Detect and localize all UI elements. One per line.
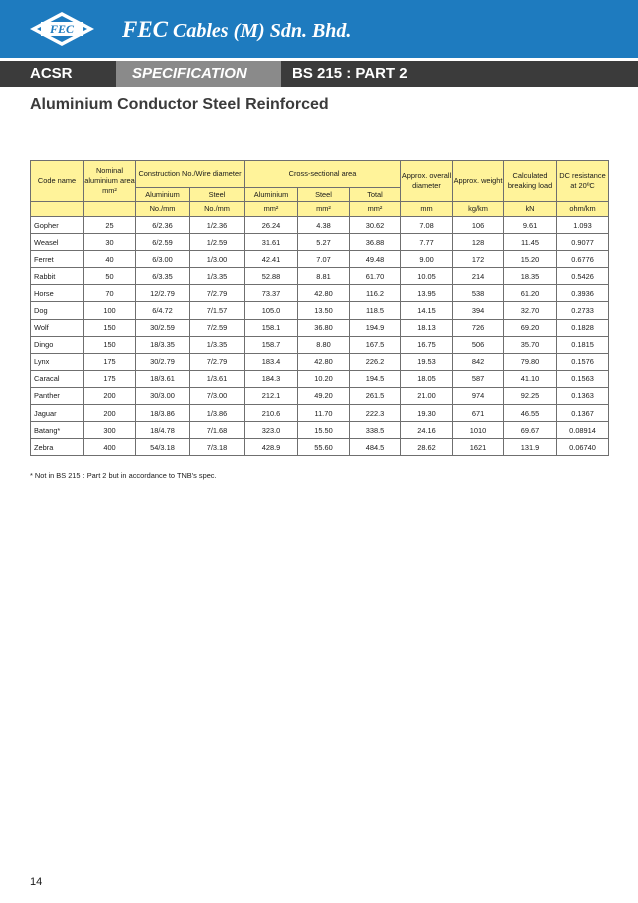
subheader-area-total: Total xyxy=(350,188,401,202)
table-cell: 15.20 xyxy=(504,251,557,268)
page-number: 14 xyxy=(30,876,43,888)
table-cell: 1/3.00 xyxy=(190,251,245,268)
table-cell: 49.48 xyxy=(350,251,401,268)
company-name xyxy=(122,17,351,43)
table-cell: 61.70 xyxy=(350,268,401,285)
table-cell: 116.2 xyxy=(350,285,401,302)
table-cell: 7/2.79 xyxy=(190,285,245,302)
table-cell: 1010 xyxy=(453,422,504,439)
table-cell: 11.45 xyxy=(504,234,557,251)
table-cell: 15.50 xyxy=(298,422,350,439)
product-label: ACSR xyxy=(30,65,73,82)
units-spacer xyxy=(31,202,84,217)
table-cell: 52.88 xyxy=(245,268,298,285)
table-cell: 6/4.72 xyxy=(136,302,190,319)
table-cell: 1/2.59 xyxy=(190,234,245,251)
table-cell: 1/2.36 xyxy=(190,217,245,234)
table-cell: 70 xyxy=(84,285,136,302)
table-cell: 4.38 xyxy=(298,217,350,234)
table-cell: 671 xyxy=(453,405,504,422)
table-cell: 36.88 xyxy=(350,234,401,251)
table-cell: 150 xyxy=(84,336,136,353)
table-cell: 42.80 xyxy=(298,285,350,302)
page-title: Aluminium Conductor Steel Reinforced xyxy=(30,96,329,113)
table-cell: 200 xyxy=(84,387,136,404)
table-cell: 400 xyxy=(84,439,136,456)
table-row xyxy=(31,251,609,268)
table-cell: 172 xyxy=(453,251,504,268)
footnote: * Not in BS 215 : Part 2 but in accordance to TNB's spec. xyxy=(30,471,217,480)
code-name-cell: Caracal xyxy=(31,370,84,387)
table-cell: 1/3.35 xyxy=(190,336,245,353)
table-row xyxy=(31,217,609,234)
table-cell: 428.9 xyxy=(245,439,298,456)
table-cell: 150 xyxy=(84,319,136,336)
table-cell: 200 xyxy=(84,405,136,422)
table-cell: 36.80 xyxy=(298,319,350,336)
table-cell: 184.3 xyxy=(245,370,298,387)
table-cell: 100 xyxy=(84,302,136,319)
table-cell: 974 xyxy=(453,387,504,404)
table-cell: 18.05 xyxy=(401,370,453,387)
table-cell: 842 xyxy=(453,353,504,370)
table-cell: 30 xyxy=(84,234,136,251)
table-cell: 42.80 xyxy=(298,353,350,370)
table-cell: 128 xyxy=(453,234,504,251)
table-row xyxy=(31,285,609,302)
table-cell: 30/3.00 xyxy=(136,387,190,404)
subheader-area-steel: Steel xyxy=(298,188,350,202)
table-cell: 8.80 xyxy=(298,336,350,353)
header-dc-resistance: DC resistance at 20ºC xyxy=(557,161,609,202)
header-construction: Construction No./Wire diameter xyxy=(136,161,245,188)
table-cell: 6/2.36 xyxy=(136,217,190,234)
table-cell: 61.20 xyxy=(504,285,557,302)
table-cell: 175 xyxy=(84,370,136,387)
table-cell: 69.20 xyxy=(504,319,557,336)
table-cell: 18/4.78 xyxy=(136,422,190,439)
table-cell: 0.1828 xyxy=(557,319,609,336)
code-name-cell: Zebra xyxy=(31,439,84,456)
table-cell: 222.3 xyxy=(350,405,401,422)
table-cell: 32.70 xyxy=(504,302,557,319)
table-cell: 726 xyxy=(453,319,504,336)
subheader-aluminium: Aluminium xyxy=(136,188,190,202)
code-name-cell: Dingo xyxy=(31,336,84,353)
table-cell: 538 xyxy=(453,285,504,302)
table-cell: 46.55 xyxy=(504,405,557,422)
table-cell: 394 xyxy=(453,302,504,319)
table-cell: 10.20 xyxy=(298,370,350,387)
table-cell: 24.16 xyxy=(401,422,453,439)
table-cell: 79.80 xyxy=(504,353,557,370)
code-name-cell: Rabbit xyxy=(31,268,84,285)
subheader-area-aluminium: Aluminium xyxy=(245,188,298,202)
table-cell: 6/2.59 xyxy=(136,234,190,251)
table-cell: 10.05 xyxy=(401,268,453,285)
table-cell: 158.1 xyxy=(245,319,298,336)
table-cell: 55.60 xyxy=(298,439,350,456)
table-cell: 6/3.00 xyxy=(136,251,190,268)
logo-text: FEC xyxy=(49,22,75,36)
table-cell: 6/3.35 xyxy=(136,268,190,285)
table-row xyxy=(31,422,609,439)
table-cell: 69.67 xyxy=(504,422,557,439)
table-cell: 8.81 xyxy=(298,268,350,285)
table-cell: 11.70 xyxy=(298,405,350,422)
table-cell: 214 xyxy=(453,268,504,285)
unit-cell: mm xyxy=(401,202,453,217)
table-row xyxy=(31,302,609,319)
table-cell: 0.1363 xyxy=(557,387,609,404)
company-prefix: FEC xyxy=(122,17,169,42)
table-cell: 31.61 xyxy=(245,234,298,251)
table-cell: 323.0 xyxy=(245,422,298,439)
table-cell: 0.06740 xyxy=(557,439,609,456)
table-cell: 210.6 xyxy=(245,405,298,422)
table-cell: 30/2.59 xyxy=(136,319,190,336)
table-cell: 18.13 xyxy=(401,319,453,336)
table-cell: 0.1563 xyxy=(557,370,609,387)
table-cell: 0.3936 xyxy=(557,285,609,302)
section-label: SPECIFICATION xyxy=(132,65,247,82)
code-name-cell: Ferret xyxy=(31,251,84,268)
table-cell: 0.08914 xyxy=(557,422,609,439)
table-cell: 25 xyxy=(84,217,136,234)
table-row xyxy=(31,439,609,456)
table-row xyxy=(31,353,609,370)
header-cross-sectional: Cross-sectional area xyxy=(245,161,401,188)
header-band xyxy=(0,0,638,58)
table-cell: 12/2.79 xyxy=(136,285,190,302)
table-cell: 1/3.61 xyxy=(190,370,245,387)
table-cell: 5.27 xyxy=(298,234,350,251)
code-name-cell: Horse xyxy=(31,285,84,302)
units-row xyxy=(31,202,609,217)
spec-table xyxy=(30,160,609,456)
table-cell: 18.35 xyxy=(504,268,557,285)
table-cell: 106 xyxy=(453,217,504,234)
table-cell: 18/3.35 xyxy=(136,336,190,353)
table-cell: 7.77 xyxy=(401,234,453,251)
table-cell: 92.25 xyxy=(504,387,557,404)
table-row xyxy=(31,336,609,353)
table-row xyxy=(31,268,609,285)
table-row xyxy=(31,405,609,422)
table-cell: 19.30 xyxy=(401,405,453,422)
table-cell: 300 xyxy=(84,422,136,439)
table-cell: 54/3.18 xyxy=(136,439,190,456)
table-cell: 338.5 xyxy=(350,422,401,439)
table-cell: 0.5426 xyxy=(557,268,609,285)
unit-cell: mm² xyxy=(245,202,298,217)
header-nominal-area: Nominal aluminium area mm² xyxy=(84,161,136,202)
spec-table-body xyxy=(31,217,609,456)
company-rest: Cables (M) Sdn. Bhd. xyxy=(168,20,352,42)
table-cell: 194.5 xyxy=(350,370,401,387)
table-cell: 158.7 xyxy=(245,336,298,353)
table-cell: 13.95 xyxy=(401,285,453,302)
code-name-cell: Wolf xyxy=(31,319,84,336)
table-cell: 18/3.86 xyxy=(136,405,190,422)
table-cell: 42.41 xyxy=(245,251,298,268)
unit-cell: ohm/km xyxy=(557,202,609,217)
table-cell: 131.9 xyxy=(504,439,557,456)
table-cell: 30/2.79 xyxy=(136,353,190,370)
table-cell: 7/1.57 xyxy=(190,302,245,319)
table-cell: 19.53 xyxy=(401,353,453,370)
table-cell: 13.50 xyxy=(298,302,350,319)
table-cell: 587 xyxy=(453,370,504,387)
table-cell: 1.093 xyxy=(557,217,609,234)
unit-cell: kg/km xyxy=(453,202,504,217)
table-cell: 484.5 xyxy=(350,439,401,456)
table-cell: 16.75 xyxy=(401,336,453,353)
table-cell: 1/3.35 xyxy=(190,268,245,285)
table-cell: 30.62 xyxy=(350,217,401,234)
table-cell: 7/2.79 xyxy=(190,353,245,370)
table-cell: 28.62 xyxy=(401,439,453,456)
header-overall-diameter: Approx. overall diameter xyxy=(401,161,453,202)
table-cell: 183.4 xyxy=(245,353,298,370)
table-cell: 73.37 xyxy=(245,285,298,302)
table-cell: 105.0 xyxy=(245,302,298,319)
code-name-cell: Dog xyxy=(31,302,84,319)
table-cell: 26.24 xyxy=(245,217,298,234)
table-cell: 40 xyxy=(84,251,136,268)
table-cell: 41.10 xyxy=(504,370,557,387)
table-cell: 0.1576 xyxy=(557,353,609,370)
units-spacer xyxy=(84,202,136,217)
table-cell: 7/3.00 xyxy=(190,387,245,404)
code-name-cell: Gopher xyxy=(31,217,84,234)
table-row xyxy=(31,234,609,251)
table-cell: 35.70 xyxy=(504,336,557,353)
table-cell: 0.9077 xyxy=(557,234,609,251)
table-cell: 1621 xyxy=(453,439,504,456)
table-cell: 506 xyxy=(453,336,504,353)
unit-cell: kN xyxy=(504,202,557,217)
table-cell: 18/3.61 xyxy=(136,370,190,387)
table-cell: 14.15 xyxy=(401,302,453,319)
header-breaking-load: Calculated breaking load xyxy=(504,161,557,202)
table-cell: 0.6776 xyxy=(557,251,609,268)
table-row xyxy=(31,387,609,404)
table-cell: 175 xyxy=(84,353,136,370)
table-cell: 194.9 xyxy=(350,319,401,336)
unit-cell: No./mm xyxy=(136,202,190,217)
table-cell: 49.20 xyxy=(298,387,350,404)
code-name-cell: Batang* xyxy=(31,422,84,439)
fec-logo xyxy=(26,9,98,49)
table-cell: 9.61 xyxy=(504,217,557,234)
header-code-name: Code name xyxy=(31,161,84,202)
section-bar xyxy=(0,61,638,87)
table-cell: 7.07 xyxy=(298,251,350,268)
table-cell: 9.00 xyxy=(401,251,453,268)
code-name-cell: Panther xyxy=(31,387,84,404)
table-cell: 118.5 xyxy=(350,302,401,319)
table-cell: 7.08 xyxy=(401,217,453,234)
table-cell: 7/1.68 xyxy=(190,422,245,439)
header-weight: Approx. weight xyxy=(453,161,504,202)
unit-cell: mm² xyxy=(350,202,401,217)
code-name-cell: Weasel xyxy=(31,234,84,251)
table-cell: 0.1815 xyxy=(557,336,609,353)
table-cell: 261.5 xyxy=(350,387,401,404)
unit-cell: No./mm xyxy=(190,202,245,217)
table-cell: 21.00 xyxy=(401,387,453,404)
table-row xyxy=(31,319,609,336)
standard-label: BS 215 : PART 2 xyxy=(292,65,408,82)
unit-cell: mm² xyxy=(298,202,350,217)
subheader-steel: Steel xyxy=(190,188,245,202)
table-cell: 7/3.18 xyxy=(190,439,245,456)
table-cell: 0.1367 xyxy=(557,405,609,422)
table-cell: 50 xyxy=(84,268,136,285)
table-cell: 1/3.86 xyxy=(190,405,245,422)
code-name-cell: Lynx xyxy=(31,353,84,370)
table-cell: 226.2 xyxy=(350,353,401,370)
code-name-cell: Jaguar xyxy=(31,405,84,422)
table-cell: 0.2733 xyxy=(557,302,609,319)
table-cell: 212.1 xyxy=(245,387,298,404)
table-cell: 7/2.59 xyxy=(190,319,245,336)
table-cell: 167.5 xyxy=(350,336,401,353)
table-row xyxy=(31,370,609,387)
